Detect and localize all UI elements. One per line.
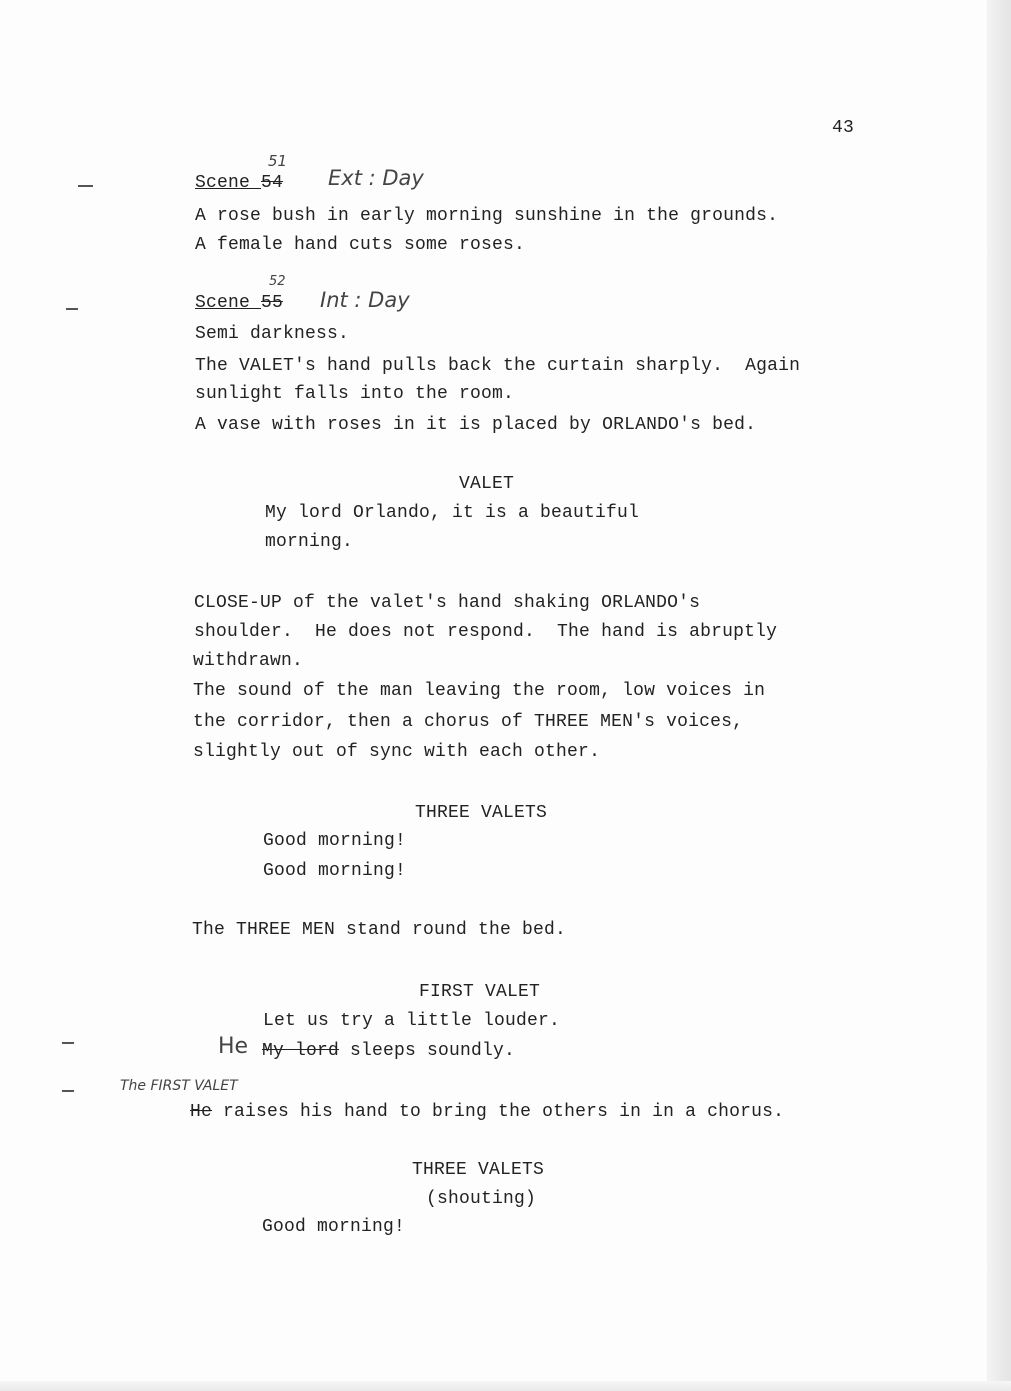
revision-mark bbox=[66, 308, 78, 310]
scene-heading-prefix: Scene bbox=[195, 173, 262, 193]
action-line: shoulder. He does not respond. The hand is abruptly bbox=[194, 622, 778, 642]
parenthetical: (shouting) bbox=[426, 1189, 537, 1209]
page-number: 43 bbox=[832, 118, 855, 138]
handwritten-insert: He bbox=[218, 1034, 249, 1059]
action-line: the corridor, then a chorus of THREE MEN's voices, bbox=[193, 712, 744, 732]
action-line bbox=[190, 1101, 784, 1123]
character-name: THREE VALETS bbox=[412, 1160, 545, 1180]
action-line: Semi darkness. bbox=[195, 324, 350, 344]
revision-mark bbox=[62, 1042, 74, 1044]
character-name: THREE VALETS bbox=[415, 803, 548, 823]
dialogue-line: Good morning! bbox=[263, 861, 407, 881]
dialogue-line: Let us try a little louder. bbox=[263, 1011, 561, 1031]
scene-heading bbox=[195, 172, 283, 194]
revision-mark bbox=[78, 185, 93, 187]
page-bottom-edge bbox=[0, 1381, 1011, 1391]
action-line: The THREE MEN stand round the bed. bbox=[192, 920, 567, 940]
action-line: sunlight falls into the room. bbox=[195, 384, 515, 404]
dialogue-line: morning. bbox=[265, 532, 354, 552]
action-line: The sound of the man leaving the room, low voices in bbox=[193, 681, 766, 701]
dialogue-line bbox=[262, 1040, 515, 1062]
action-line: A vase with roses in it is placed by ORLANDO's bed. bbox=[195, 415, 757, 435]
action-line: A rose bush in early morning sunshine in the grounds. bbox=[195, 206, 779, 226]
page-edge-shadow bbox=[987, 0, 1011, 1391]
struck-scene-number: 55 bbox=[261, 293, 284, 313]
action-text: raises his hand to bring the others in in a chorus. bbox=[212, 1102, 785, 1122]
action-line: slightly out of sync with each other. bbox=[193, 742, 601, 762]
handwritten-location-note: Ext : Day bbox=[328, 166, 424, 190]
struck-text: My lord bbox=[262, 1041, 340, 1061]
revision-mark bbox=[62, 1090, 74, 1092]
character-name: VALET bbox=[459, 474, 515, 494]
handwritten-scene-number: 51 bbox=[268, 152, 288, 170]
scene-heading-prefix: Scene bbox=[195, 293, 262, 313]
handwritten-insert: The FIRST VALET bbox=[120, 1078, 238, 1094]
action-line: A female hand cuts some roses. bbox=[195, 235, 526, 255]
action-line: CLOSE-UP of the valet's hand shaking ORLANDO's bbox=[194, 593, 701, 613]
scene-heading bbox=[195, 292, 283, 314]
handwritten-scene-number: 52 bbox=[269, 274, 286, 289]
action-line: withdrawn. bbox=[193, 651, 304, 671]
action-line: The VALET's hand pulls back the curtain sharply. Again bbox=[195, 356, 801, 376]
dialogue-text: sleeps soundly. bbox=[339, 1041, 516, 1061]
struck-text: He bbox=[190, 1102, 213, 1122]
handwritten-location-note: Int : Day bbox=[320, 288, 410, 312]
struck-scene-number: 54 bbox=[261, 173, 284, 193]
dialogue-line: Good morning! bbox=[262, 1217, 406, 1237]
dialogue-line: Good morning! bbox=[263, 831, 407, 851]
dialogue-line: My lord Orlando, it is a beautiful bbox=[265, 503, 640, 523]
character-name: FIRST VALET bbox=[419, 982, 541, 1002]
